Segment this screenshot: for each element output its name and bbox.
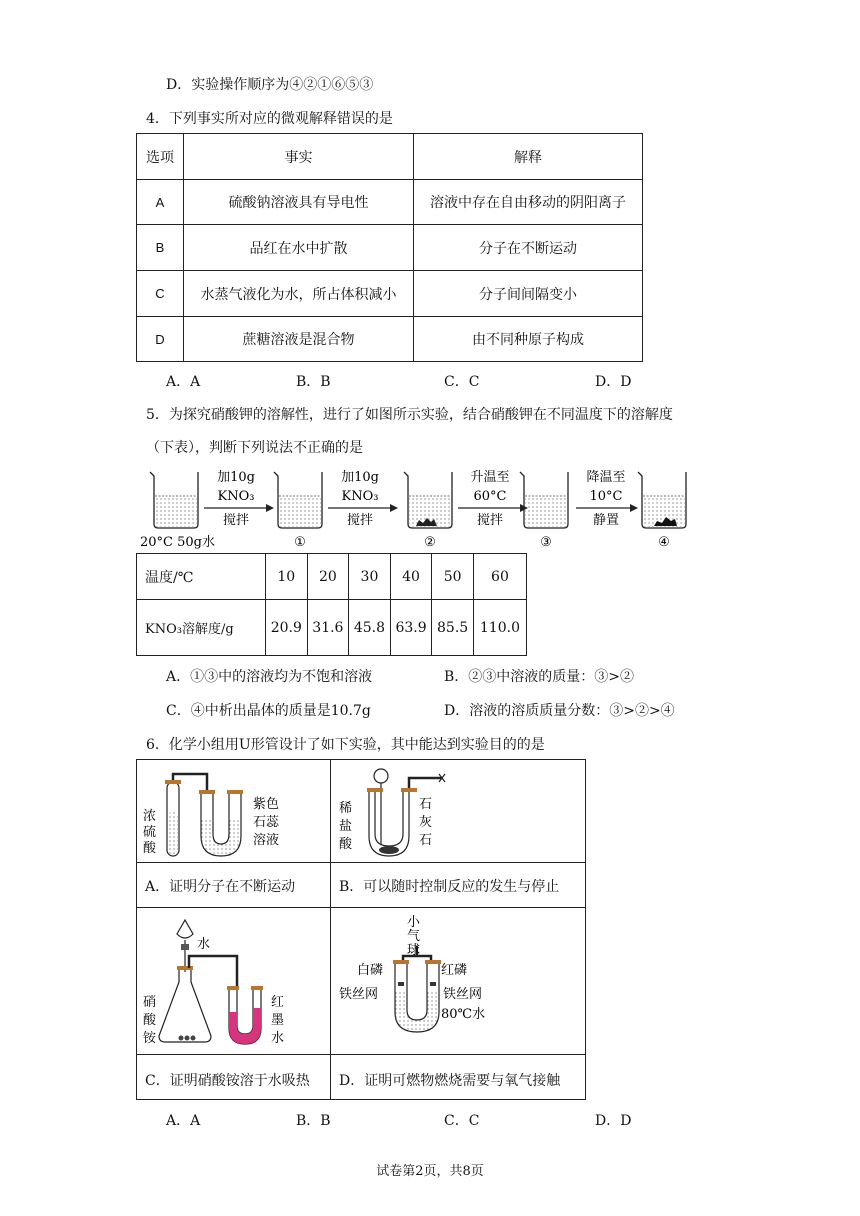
- q4-row-option: C: [137, 271, 184, 317]
- q4-row-fact: 品红在水中扩散: [184, 225, 414, 271]
- label-d-4: 红磷: [441, 963, 468, 978]
- beaker-label-3: ③: [540, 535, 552, 550]
- q4-header-explain: 解释: [414, 134, 643, 180]
- temp-cell: 30: [349, 554, 391, 600]
- table-row: [137, 554, 527, 600]
- solubility-cell: 110.0: [473, 600, 526, 656]
- label-c-0: 水: [197, 937, 211, 952]
- temp-cell: 60: [473, 554, 526, 600]
- q5-choice-b: B．②③中溶液的质量：③>②: [444, 669, 635, 685]
- arrow-2-mid: KNO₃: [341, 489, 379, 504]
- q5-solubility-table: [136, 553, 527, 656]
- label-c-4: 红: [271, 995, 285, 1010]
- solubility-cell: 63.9: [390, 600, 432, 656]
- label-b-1: 盐: [339, 819, 353, 834]
- q4-choice-b: B．B: [296, 374, 331, 390]
- solubility-header: KNO₃溶解度/g: [137, 600, 266, 656]
- q4-row-explain: 由不同种原子构成: [414, 317, 643, 362]
- beaker-label-2: ②: [424, 535, 436, 550]
- q6-diagram-c: [141, 912, 327, 1052]
- beaker-2: [404, 472, 452, 528]
- q5-stem-line2: （下表），判断下列说法不正确的是: [146, 440, 363, 456]
- arrow-step-4: [576, 470, 638, 528]
- arrow-1-bottom: 搅拌: [222, 513, 250, 528]
- arrow-1-mid: KNO₃: [217, 489, 255, 504]
- beaker-4: [638, 472, 686, 528]
- q6-choice-a: A．A: [166, 1113, 201, 1129]
- q3-option-d: D．实验操作顺序为④②①⑥⑤③: [166, 77, 374, 93]
- label-a-3: 紫色: [253, 797, 280, 812]
- q4-choice-a: A．A: [166, 374, 201, 390]
- q4-row-option: D: [137, 317, 184, 362]
- q6-choice-b: B．B: [296, 1113, 331, 1129]
- q6-diagram-b: [335, 764, 581, 860]
- q5-experiment-diagram: [136, 462, 716, 550]
- q6-stem: 6．化学小组用U形管设计了如下实验，其中能达到实验目的的是: [146, 737, 545, 753]
- q4-row-explain: 溶液中存在自由移动的阴阳离子: [414, 180, 643, 225]
- q4-table-header-row: [137, 134, 643, 180]
- arrow-3-mid: 60°C: [473, 489, 507, 504]
- q4-row-fact: 硫酸钠溶液具有导电性: [184, 180, 414, 225]
- q4-choice-d: D．D: [595, 374, 632, 390]
- label-a-4: 石蕊: [253, 815, 280, 830]
- q4-header-option: 选项: [137, 134, 184, 180]
- q4-table: [136, 133, 643, 362]
- q4-choice-c: C．C: [444, 374, 480, 390]
- arrow-3-bottom: 搅拌: [476, 513, 504, 528]
- q6-caption-a: A．证明分子在不断运动: [145, 879, 296, 895]
- label-d-6: 铁丝网: [443, 987, 483, 1002]
- label-b-4: 灰: [419, 815, 433, 830]
- page-footer: 试卷第2页，共8页: [376, 1164, 484, 1179]
- label-c-1: 硝: [143, 995, 157, 1010]
- arrow-step-3: [458, 470, 528, 528]
- q5-choice-a: A．①③中的溶液均为不饱和溶液: [166, 669, 373, 685]
- beaker-initial: [150, 472, 198, 528]
- label-d-7: 80℃水: [441, 1007, 486, 1022]
- solubility-cell: 45.8: [349, 600, 391, 656]
- solubility-cell: 85.5: [432, 600, 474, 656]
- table-row: [137, 225, 643, 271]
- arrow-step-2: [328, 469, 398, 528]
- label-d-5: 铁丝网: [339, 987, 379, 1002]
- arrow-step-1: [204, 469, 274, 528]
- start-label: 20°C 50g水: [140, 535, 215, 550]
- q6-caption-d: D．证明可燃物燃烧需要与氧气接触: [339, 1073, 561, 1089]
- arrow-2-bottom: 搅拌: [346, 513, 374, 528]
- label-c-2: 酸: [143, 1013, 157, 1028]
- q6-diagram-d: [335, 912, 581, 1052]
- q4-row-fact: 水蒸气液化为水，所占体积减小: [184, 271, 414, 317]
- q6-grid: [136, 759, 586, 1100]
- label-d-2: 球: [407, 943, 421, 958]
- temp-cell: 10: [266, 554, 308, 600]
- table-row: [137, 317, 643, 362]
- label-a-2: 酸: [143, 841, 157, 856]
- q5-choice-c: C．④中析出晶体的质量是10.7g: [166, 703, 371, 719]
- q5-choice-d: D．溶液的溶质质量分数：③>②>④: [444, 703, 675, 719]
- arrow-4-bottom: 静置: [592, 513, 620, 528]
- q4-row-explain: 分子在不断运动: [414, 225, 643, 271]
- beaker-1: [274, 472, 322, 528]
- label-b-2: 酸: [339, 837, 353, 852]
- arrow-1-top: 加10g: [217, 470, 255, 485]
- label-d-1: 气: [407, 929, 421, 944]
- q6-diagram-a: [141, 764, 327, 860]
- q6-caption-b: B．可以随时控制反应的发生与停止: [339, 879, 560, 895]
- label-c-6: 水: [271, 1031, 285, 1046]
- q6-choice-c: C．C: [444, 1113, 480, 1129]
- beaker-label-4: ④: [658, 535, 670, 550]
- temperature-header: 温度/℃: [137, 554, 266, 600]
- label-a-0: 浓: [143, 809, 157, 824]
- label-d-0: 小: [407, 915, 421, 930]
- label-a-1: 硫: [143, 825, 157, 840]
- q5-stem-line1: 5．为探究硝酸钾的溶解性，进行了如图所示实验，结合硝酸钾在不同温度下的溶解度: [146, 407, 673, 423]
- q4-header-fact: 事实: [184, 134, 414, 180]
- label-b-5: 石: [419, 833, 433, 848]
- label-c-5: 墨: [271, 1013, 285, 1028]
- table-row: [137, 180, 643, 225]
- table-row: [137, 600, 527, 656]
- arrow-3-top: 升温至: [470, 470, 510, 485]
- label-b-0: 稀: [339, 801, 353, 816]
- q4-row-option: B: [137, 225, 184, 271]
- solubility-cell: 31.6: [307, 600, 349, 656]
- label-d-3: 白磷: [357, 963, 384, 978]
- beaker-3: [520, 472, 568, 528]
- q6-caption-c: C．证明硝酸铵溶于水吸热: [145, 1073, 310, 1089]
- q4-row-fact: 蔗糖溶液是混合物: [184, 317, 414, 362]
- label-a-5: 溶液: [253, 833, 280, 848]
- arrow-2-top: 加10g: [341, 470, 379, 485]
- beaker-label-1: ①: [294, 535, 306, 550]
- temp-cell: 20: [307, 554, 349, 600]
- q4-row-explain: 分子间间隔变小: [414, 271, 643, 317]
- temp-cell: 50: [432, 554, 474, 600]
- arrow-4-mid: 10°C: [589, 489, 623, 504]
- temp-cell: 40: [390, 554, 432, 600]
- q6-choice-d: D．D: [595, 1113, 632, 1129]
- table-row: [137, 271, 643, 317]
- label-b-3: 石: [419, 797, 433, 812]
- q4-stem: 4．下列事实所对应的微观解释错误的是: [146, 111, 393, 127]
- q4-row-option: A: [137, 180, 184, 225]
- arrow-4-top: 降温至: [586, 470, 626, 485]
- solubility-cell: 20.9: [266, 600, 308, 656]
- label-c-3: 铵: [143, 1031, 157, 1046]
